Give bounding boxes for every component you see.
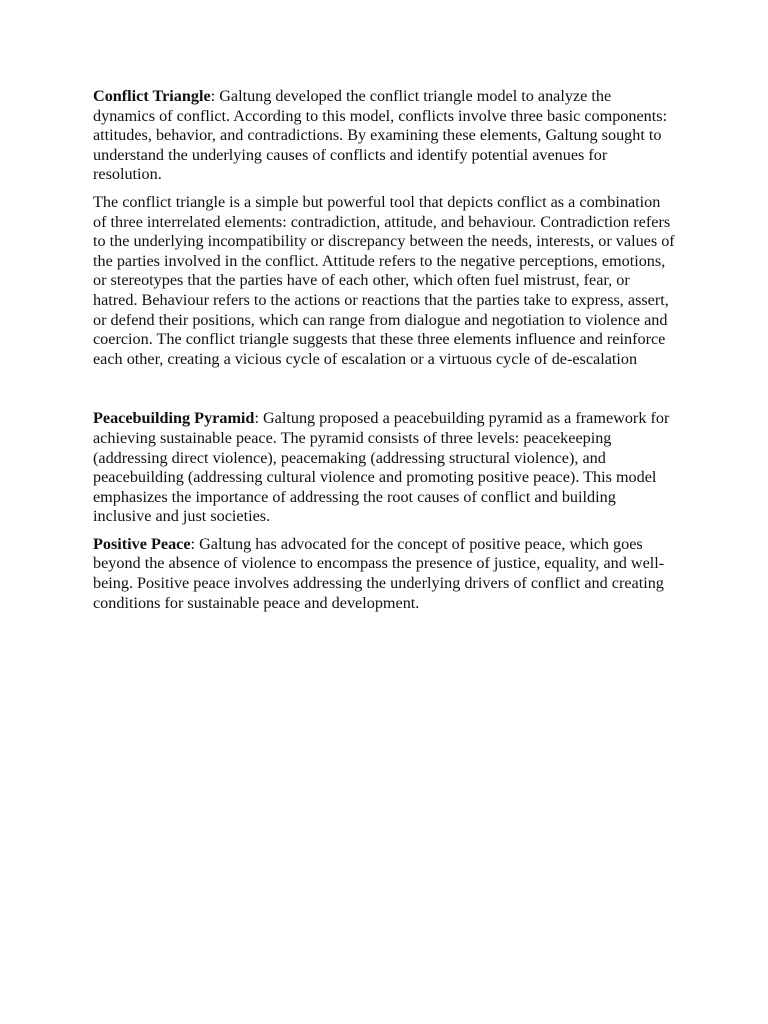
paragraph-conflict-triangle [93,87,675,185]
paragraph-conflict-triangle-detail [93,193,675,369]
paragraph-text-peacebuilding-pyramid: : Galtung proposed a peacebuilding pyramid as a framework for achieving sustainable peace. The pyramid consists of three levels: peacekeeping (addressing direct violence), peacemaking (addressing structural violence), and peacebuilding (addressing cultural violence and promoting positive peace). This model emphasizes the importance of addressing the root causes of conflict and building inclusive and just societies. [93,409,670,526]
paragraph-heading-peacebuilding-pyramid: Peacebuilding Pyramid [93,409,255,428]
paragraph-text-positive-peace: : Galtung has advocated for the concept of positive peace, which goes beyond the absence of violence to encompass the presence of justice, equality, and well-being. Positive peace involves addressing the underlying drivers of conflict and creating conditions for sustainable peace and development. [93,534,665,612]
paragraph-peacebuilding-pyramid [93,409,675,527]
paragraph-text-conflict-triangle: : Galtung developed the conflict triangle model to analyze the dynamics of conflict. According to this model, conflicts involve three basic components: attitudes, behavior, and contradictions. By examining these elements, Galtung sought to understand the underlying causes of conflicts and identify potential avenues for resolution. [93,87,668,184]
paragraph-heading-positive-peace: Positive Peace [93,534,191,553]
paragraph-positive-peace [93,535,675,613]
paragraph-heading-conflict-triangle: Conflict Triangle [93,87,211,105]
document-body [93,87,675,621]
paragraph-text-conflict-triangle-detail: The conflict triangle is a simple but powerful tool that depicts conflict as a combination of three interrelated elements: contradiction, attitude, and behaviour. Contradiction refers to the underlying incompatibility or discrepancy between the needs, interests, or values of the parties involved in the conflict. Attitude refers to the negative perceptions, emotions, or stereotypes that the parties have of each other, which often fuel mistrust, fear, or hatred. Behaviour refers to the actions or reactions that the parties take to express, assert, or defend their positions, which can range from dialogue and negotiation to violence and coercion. The conflict triangle suggests that these three elements influence and reinforce each other, creating a vicious cycle of escalation or a virtuous cycle of de-escalation [93,192,675,368]
